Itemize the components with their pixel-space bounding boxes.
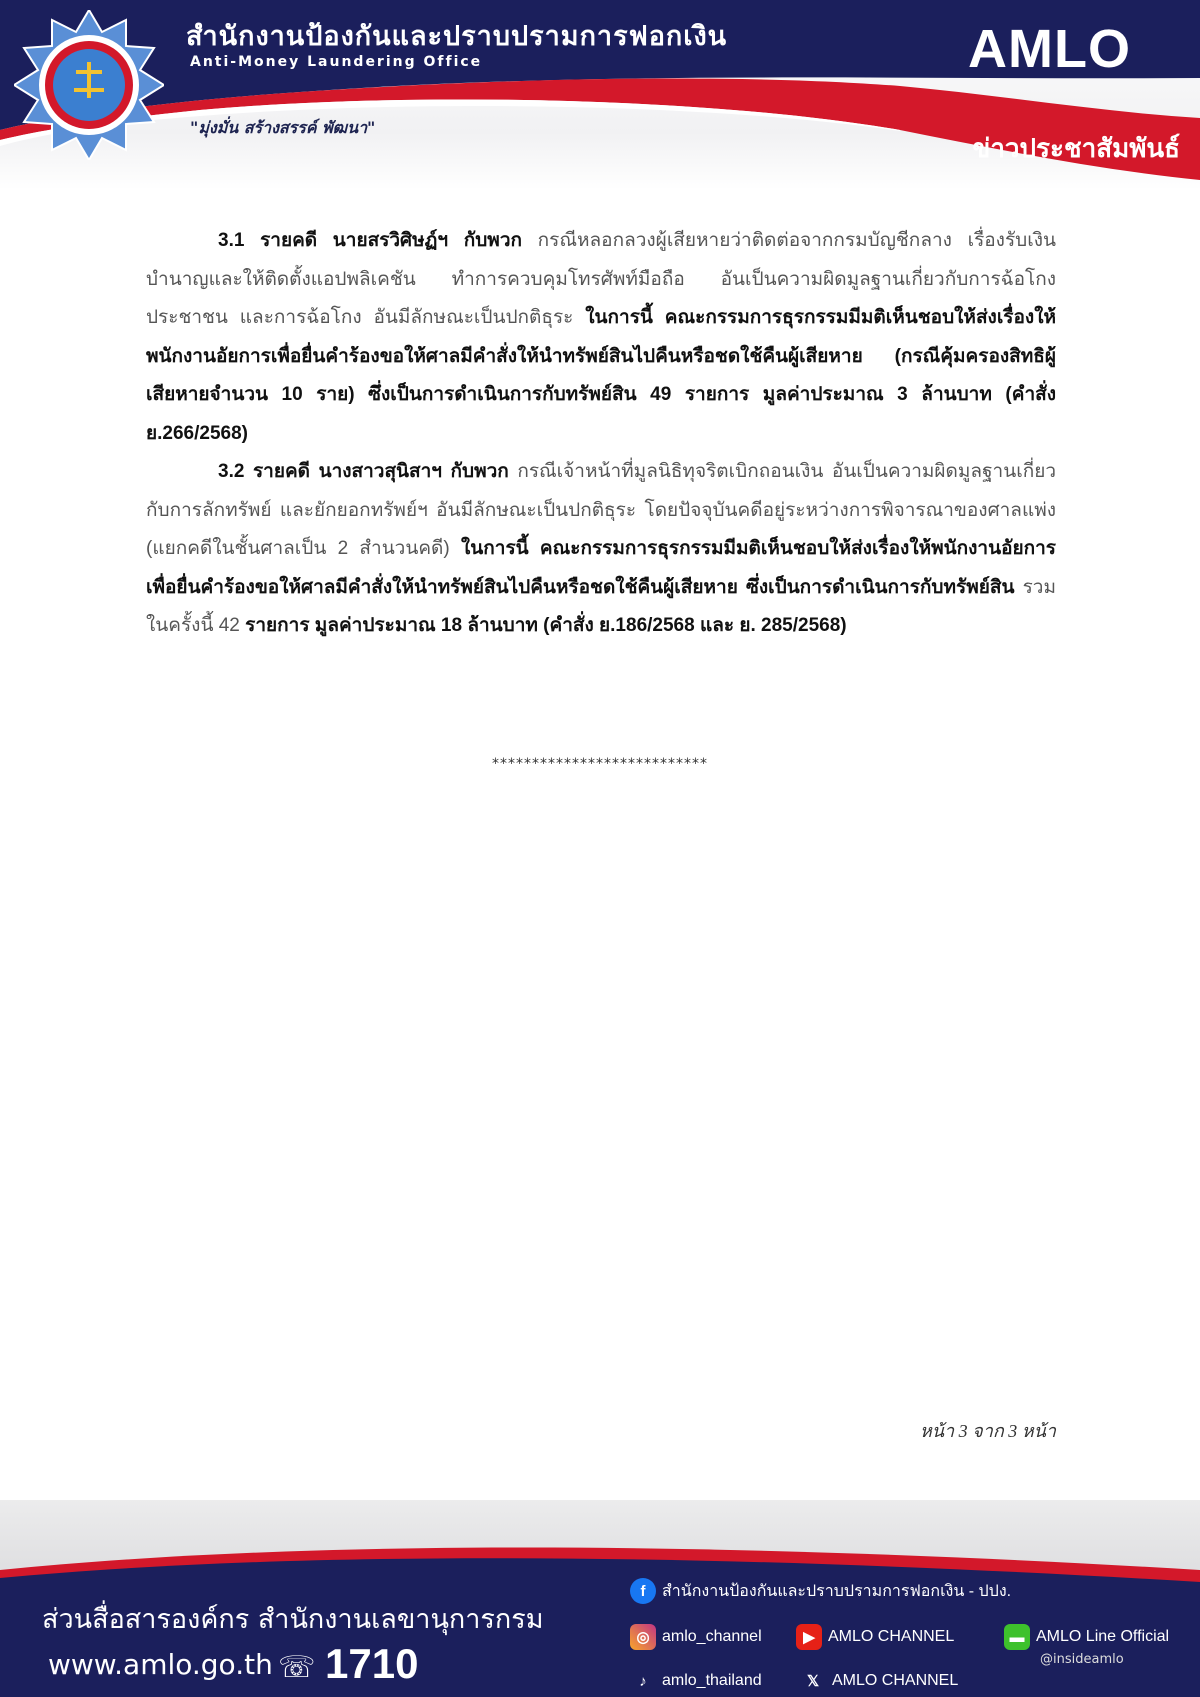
instagram-label: amlo_channel [662, 1628, 762, 1645]
case-heading: 3.2 รายคดี นางสาวสุนิสาฯ กับพวก [218, 461, 518, 482]
page-header [0, 0, 1200, 190]
page-number: หน้า 3 จาก 3 หน้า [919, 1421, 1056, 1441]
line-label: AMLO Line Official [1036, 1628, 1170, 1645]
paragraph-3-1 [146, 222, 1056, 453]
case-resolution: ในการนี้ คณะกรรมการธุรกรรมมีมติเห็นชอบให้ส่งเรื่องให้พนักงานอัยการเพื่อยื่นคำร้องขอให้ศาลมีคำสั่งให้นำทรัพย์สินไปคืนหรือชดใช้คืนผู้เสียหาย (กรณีคุ้มครองสิทธิผู้เสียหายจำนวน 10 ราย) ซึ่งเป็นการดำเนินการกับทรัพย์สิน 49 รายการ มูลค่าประมาณ 3 ล้านบาท (คำสั่ง ย.266/2568) [146, 307, 1057, 444]
line-id: @insideamlo [1040, 1652, 1124, 1667]
line-link[interactable] [1004, 1624, 1169, 1650]
document-body [146, 222, 1056, 646]
org-name-en: Anti-Money Laundering Office [190, 54, 483, 70]
website-link[interactable]: www.amlo.go.th [48, 1648, 273, 1681]
facebook-icon: f [630, 1578, 656, 1604]
x-link[interactable] [800, 1668, 958, 1694]
division-name: ส่วนสื่อสารองค์กร สำนักงานเลขานุการกรม [42, 1604, 544, 1635]
youtube-link[interactable] [796, 1624, 954, 1650]
motto: "มุ่งมั่น สร้างสรรค์ พัฒนา" [190, 118, 376, 137]
section-title: ข่าวประชาสัมพันธ์ [972, 134, 1180, 164]
tiktok-icon: ♪ [639, 1672, 647, 1690]
facebook-label: สำนักงานป้องกันและปราบปรามการฟอกเงิน - ปปง. [662, 1582, 1012, 1600]
amlo-seal-logo [14, 10, 164, 160]
case-text: กรณีเจ้าหน้าที่มูลนิธิทุจริตเบิกถอนเงิน อันเป็นความผิดมูลฐานเกี่ยวกับการลักทรัพย์ และยักยอกทรัพย์ฯ อันมีลักษณะเป็นปกติธุระ โดยปัจจุบันคดีอยู่ระหว่างการพิจารณาของศาลแพ่ง (แยกคดีในชั้นศาลเป็น 2 สำนวนคดี) [146, 461, 1057, 559]
amlo-brand: AMLO [968, 19, 1131, 79]
hotline-number[interactable]: 1710 [325, 1640, 419, 1687]
case-resolution: ในการนี้ คณะกรรมการธุรกรรมมีมติเห็นชอบให้ส่งเรื่องให้พนักงานอัยการเพื่อยื่นคำร้องขอให้ศาลมีคำสั่งให้นำทรัพย์สินไปคืนหรือชดใช้คืนผู้เสียหาย ซึ่งเป็นการดำเนินการกับทรัพย์สิน [146, 538, 1057, 598]
phone-icon: ☏ [278, 1650, 316, 1685]
youtube-label: AMLO CHANNEL [828, 1628, 955, 1645]
tiktok-label: amlo_thailand [662, 1672, 762, 1689]
paragraph-3-2 [146, 453, 1056, 646]
case-text: รวมในครั้งนี้ 42 [146, 576, 1056, 636]
org-name-th: สำนักงานป้องกันและปราบปรามการฟอกเงิน [186, 21, 728, 52]
separator: *************************** [492, 756, 708, 772]
instagram-link[interactable] [630, 1624, 762, 1650]
facebook-link[interactable] [630, 1578, 1011, 1604]
tiktok-link[interactable] [630, 1668, 762, 1694]
line-icon: ▬ [1004, 1624, 1030, 1650]
case-heading: 3.1 รายคดี นายสรวิศิษฏ์ฯ กับพวก [218, 230, 538, 251]
x-label: AMLO CHANNEL [832, 1672, 959, 1689]
x-icon: 𝕏 [806, 1673, 820, 1690]
case-resolution: รายการ มูลค่าประมาณ 18 ล้านบาท (คำสั่ง ย.186/2568 และ ย. 285/2568) [245, 615, 847, 636]
instagram-icon: ◎ [630, 1624, 656, 1650]
youtube-icon: ▶ [796, 1624, 822, 1650]
case-text: กรณีหลอกลวงผู้เสียหายว่าติดต่อจากกรมบัญชีกลาง เรื่องรับเงินบำนาญและให้ติดตั้งแอปพลิเคชัน ทำการควบคุมโทรศัพท์มือถือ อันเป็นความผิดมูลฐานเกี่ยวกับการฉ้อโกงประชาชน และการฉ้อโกง อันมีลักษณะเป็นปกติธุระ [146, 230, 1056, 328]
